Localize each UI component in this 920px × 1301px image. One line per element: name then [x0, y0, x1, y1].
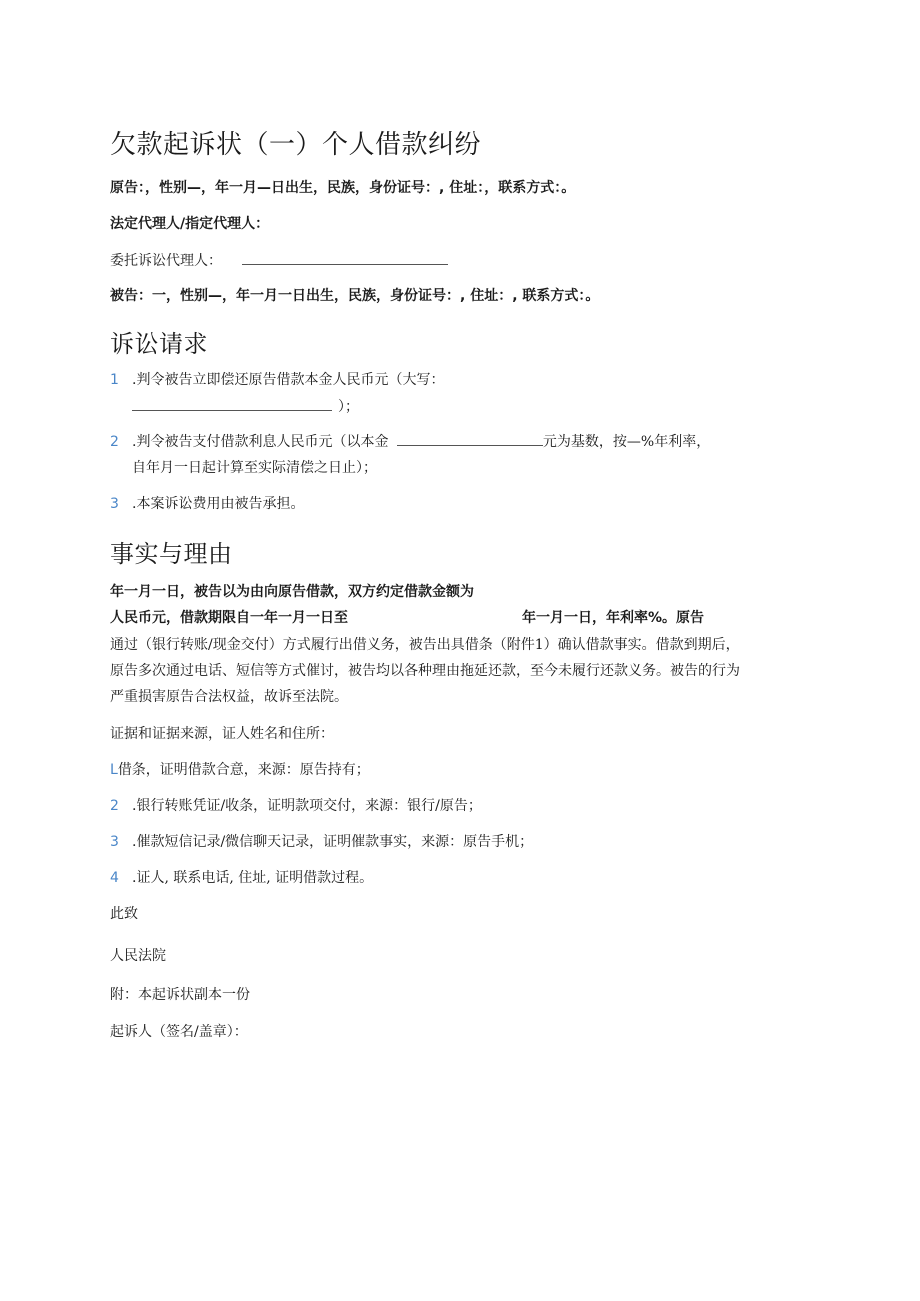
evidence-number: L	[110, 762, 118, 778]
facts-line: 原告多次通过电话、短信等方式催讨，被告均以各种理由拖延还款，至今未履行还款义务。被告的行为	[110, 663, 740, 679]
evidence-item	[110, 796, 482, 816]
claim-text: 元为基数，按—%年利率，	[542, 434, 711, 450]
evidence-text: .催款短信记录/微信聊天记录，证明催款事实，来源：原告手机；	[132, 834, 534, 850]
claim-item-cont: 自年月一日起计算至实际清偿之日止）；	[132, 460, 377, 476]
agent-line	[110, 251, 448, 271]
claim-item	[110, 494, 304, 514]
facts-line: 年一月一日，被告以为由向原告借款，双方约定借款金额为	[110, 584, 474, 600]
facts-line: 通过（银行转账/现金交付）方式履行出借义务，被告出具借条（附件1）确认借款事实。借款到期后，	[110, 637, 740, 653]
evidence-text: .证人, 联系电话, 住址, 证明借款过程。	[132, 870, 374, 886]
attachment-note: 附：本起诉状副本一份	[110, 987, 250, 1003]
evidence-label: 证据和证据来源，证人姓名和住所：	[110, 726, 334, 742]
claim-text: ）；	[338, 399, 359, 415]
evidence-number: 4	[110, 870, 119, 886]
evidence-text: .银行转账凭证/收条，证明款项交付，来源：银行/原告；	[132, 798, 482, 814]
evidence-item	[110, 760, 370, 780]
claim-text: .判令被告支付借款利息人民币元（以本金	[132, 434, 389, 450]
signature-line: 起诉人（签名/盖章）：	[110, 1024, 248, 1040]
facts-text: 年一月一日，年利率%。原告	[522, 610, 705, 626]
plaintiff-info: 原告：，性别—，年一月—日出生，民族，身份证号：, 住址：，联系方式：。	[110, 180, 576, 196]
agent-blank	[242, 252, 448, 265]
evidence-number: 3	[110, 834, 119, 850]
claim-text: .本案诉讼费用由被告承担。	[132, 496, 305, 512]
claim-number: 3	[110, 496, 119, 512]
closing: 此致	[110, 906, 138, 922]
claim-blank	[397, 433, 543, 446]
claim-item-cont	[110, 397, 359, 417]
evidence-number: 2	[110, 798, 119, 814]
evidence-item	[110, 868, 373, 888]
document-title: 欠款起诉状（一）个人借款纠纷	[110, 130, 482, 160]
facts-text: 人民币元，借款期限自一年一月一日至	[110, 610, 348, 626]
legal-representative: 法定代理人/指定代理人：	[110, 216, 270, 232]
claim-number: 1	[110, 372, 119, 388]
claim-blank	[132, 398, 332, 411]
facts-heading: 事实与理由	[110, 540, 233, 568]
court-name: 人民法院	[110, 948, 166, 964]
claim-item	[110, 432, 710, 452]
facts-line: 严重损害原告合法权益，故诉至法院。	[110, 689, 348, 705]
agent-label: 委托诉讼代理人：	[110, 253, 222, 269]
claim-text: .判令被告立即偿还原告借款本金人民币元（大写：	[132, 372, 445, 388]
claim-item	[110, 370, 444, 390]
evidence-text: 借条，证明借款合意，来源：原告持有；	[117, 762, 370, 778]
claim-number: 2	[110, 434, 119, 450]
defendant-info: 被告：一，性别—，年一月一日出生，民族，身份证号：, 住址：, 联系方式：。	[110, 288, 600, 304]
evidence-item	[110, 832, 533, 852]
facts-line	[110, 608, 704, 628]
claims-heading: 诉讼请求	[110, 330, 208, 358]
